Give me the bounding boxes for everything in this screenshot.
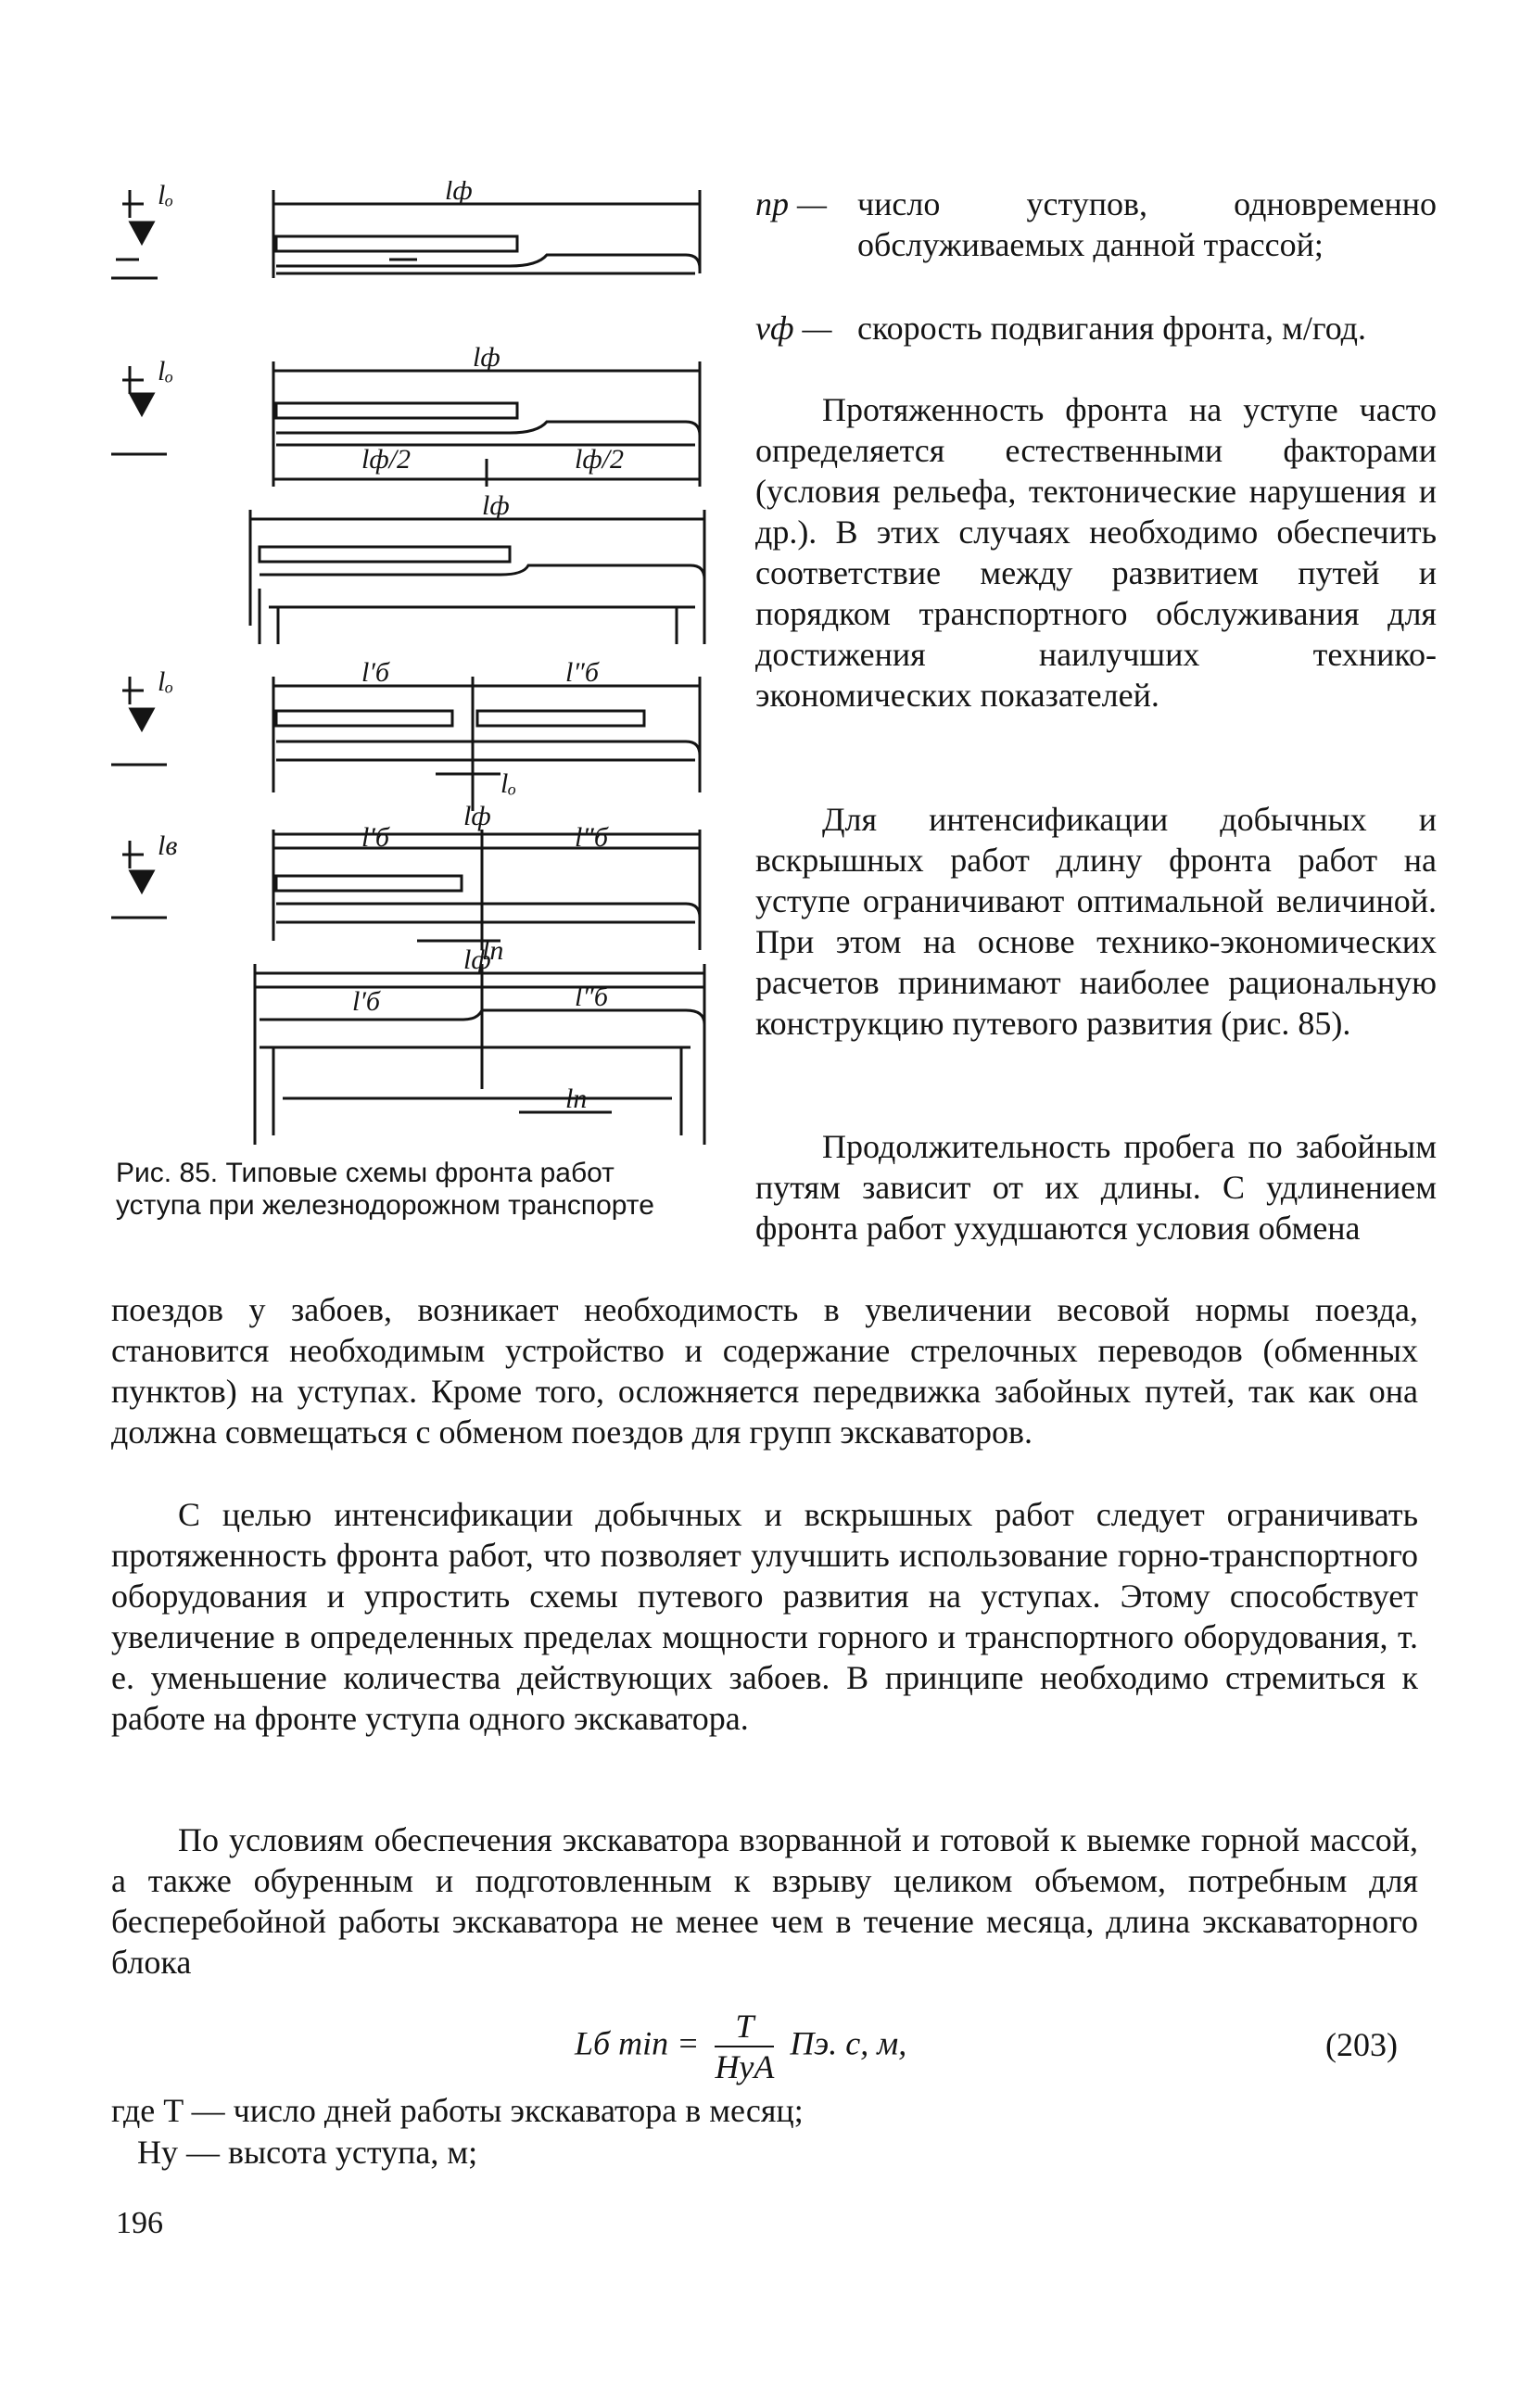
- label-lo-4: lₒ: [158, 666, 173, 697]
- label-lv-5: lв: [158, 830, 178, 861]
- where-line-2: Hу — высота уступа, м;: [137, 2134, 478, 2171]
- paragraph-4: С целью интенсификации добычных и вскрышных работ следует ограничивать протяженность фронта работ, что позволяет улучшить использование горно-транспортного оборудования и упростить схемы путевого развития на уступах. Этому способствует увеличение в определенных пределах мощности горного и транспортного оборудования, т. е. уменьшение количества действующих забоев. В принципе необходимо стремиться к работе на фронте уступа одного экскаватора.: [111, 1496, 1418, 1737]
- definition-symbol: nр —: [755, 185, 828, 222]
- label-lb1-6: l′б: [352, 986, 380, 1017]
- diagram-3: [250, 510, 704, 644]
- formula-numerator: T: [715, 2007, 774, 2047]
- label-lb1-4: l′б: [361, 657, 389, 688]
- paragraph-5: По условиям обеспечения экскаватора взорванной и готовой к выемке горной массой, а также обуренным и подготовленным к взрыву целиком объемом, потребным для бесперебойной работы экскаватора не менее чем в течение месяца, длина экскаваторного блока: [111, 1821, 1418, 1981]
- paragraph-3-right: Продолжительность пробега по забойным путям зависит от их длины. С удлинением фронта работ ухудшаются условия обмена: [755, 1128, 1437, 1247]
- definition-text: скорость подвигания фронта, м/год.: [857, 310, 1366, 347]
- page-number: 196: [116, 2206, 163, 2240]
- label-lf-half-1: lф/2: [361, 444, 411, 475]
- formula-fraction: [715, 2007, 774, 2086]
- label-lb2-4: l″б: [565, 657, 599, 688]
- definition-symbol: vф —: [755, 310, 832, 347]
- label-lf-5: lф: [463, 801, 491, 831]
- formula-denominator: HуA: [715, 2048, 775, 2085]
- label-lb1-5: l′б: [361, 822, 389, 853]
- where-line-1: где T — число дней работы экскаватора в месяц;: [111, 2092, 804, 2129]
- label-lo-1: lₒ: [158, 181, 173, 210]
- label-lf-6: lф: [463, 944, 491, 975]
- figure-85: [111, 181, 723, 1149]
- label-lp-5: lп: [482, 935, 504, 966]
- formula-eq: =: [677, 2024, 700, 2062]
- equation-number: (203): [1325, 2026, 1398, 2063]
- diagram-4: [111, 677, 700, 811]
- formula-203: [575, 2007, 906, 2086]
- label-lf-2: lф: [473, 342, 500, 373]
- definition-text: число уступов, одновременно обслуживаемых данной трассой;: [857, 185, 1437, 263]
- diagram-5: [111, 830, 700, 950]
- paragraph-1: Протяженность фронта на уступе часто определяется естественными факторами (условия рельефа, тектонические нарушения и др.). В этих случаях необходимо обеспечить соответствие между развитием путей и порядком транспортного обслуживания для достижения наилучших технико-экономических показателей.: [755, 391, 1437, 714]
- paragraph-2: Для интенсификации добычных и вскрышных работ длину фронта работ на уступе ограничивают оптимальной величиной. При этом на основе технико-экономических расчетов принимают наиболее рациональную конструкцию путевого развития (рис. 85).: [755, 801, 1437, 1042]
- track-front-diagrams: [111, 181, 723, 1149]
- paragraph-3-continued: поездов у забоев, возникает необходимость в увеличении весовой нормы поезда, становится необходимым устройство и содержание стрелочных переводов (обменных пунктов) на уступах. Кроме того, осложняется передвижка забойных путей, так как она должна совмещаться с обменом поездов для групп экскаваторов.: [111, 1291, 1418, 1451]
- diagram-6: [255, 964, 704, 1145]
- definition-vf: [755, 308, 1437, 349]
- label-lf-3: lф: [482, 490, 510, 521]
- diagram-1: [111, 190, 700, 278]
- formula-lhs: Lб min: [575, 2024, 669, 2062]
- figure-caption: Рис. 85. Типовые схемы фронта работ уступа при железнодорожном транспорте: [116, 1158, 654, 1221]
- formula-rest: Пэ. с, м,: [790, 2024, 907, 2062]
- label-lo-4b: lₒ: [500, 768, 516, 799]
- label-lb2-5: l″б: [575, 822, 608, 853]
- label-lf-1: lф: [445, 181, 473, 206]
- label-lp-6: lп: [565, 1084, 588, 1114]
- label-lf-half-2: lф/2: [575, 444, 624, 475]
- label-lo-2: lₒ: [158, 356, 173, 387]
- label-lb2-6: l″б: [575, 982, 608, 1012]
- definition-np: [755, 184, 1437, 265]
